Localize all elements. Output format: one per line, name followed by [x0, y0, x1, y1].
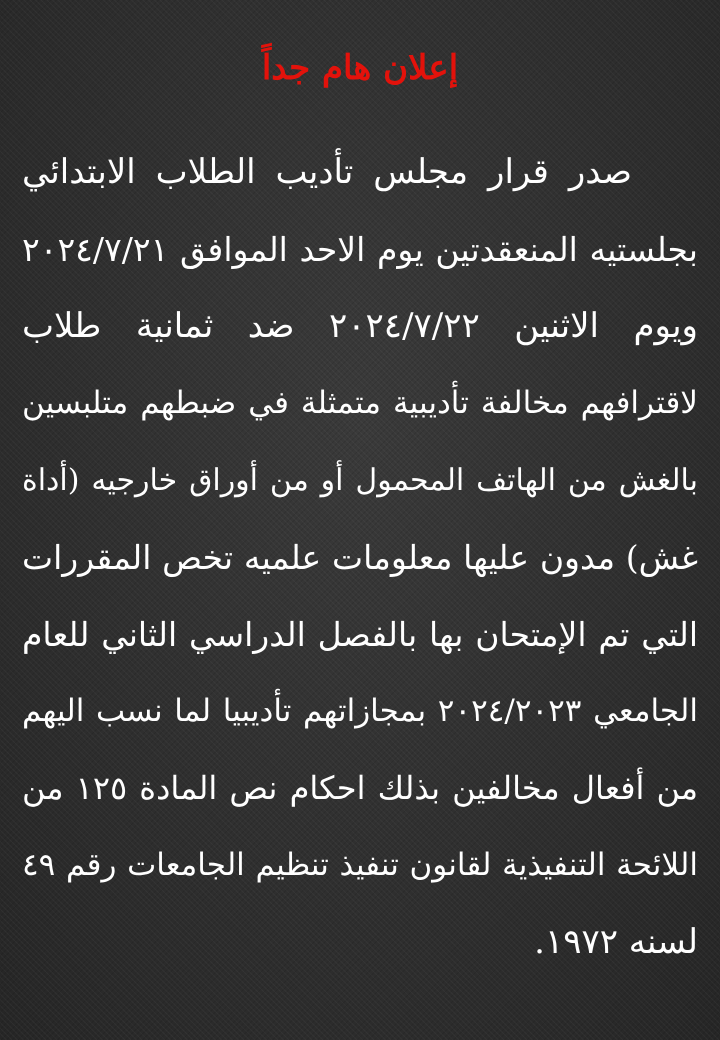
notice-body [22, 134, 698, 981]
notice-line: اللائحة التنفيذية لقانون تنفيذ تنظيم الجامعات رقم ٤٩ [22, 847, 698, 883]
notice-line: غش) مدون عليها معلومات علميه تخص المقررات [22, 538, 698, 577]
notice-line: لاقترافهم مخالفة تأديبية متمثلة في ضبطهم متلبسين [22, 385, 698, 421]
notice-line: لسنه ١٩٧٢. [534, 922, 698, 962]
notice-title: إعلان هام جداً [261, 48, 459, 88]
notice-line: بالغش من الهاتف المحمول أو من أوراق خارجيه (أداة [22, 463, 698, 498]
notice-line: صدر قرار مجلس تأديب الطلاب الابتدائي [22, 152, 632, 192]
notice-line: بجلستيه المنعقدتين يوم الاحد الموافق ٢٠٢٤/٧/٢١ [22, 230, 698, 269]
notice-line: ويوم الاثنين ٢٠٢٤/٧/٢٢ ضد ثمانية طلاب [22, 306, 698, 346]
notice-line: الجامعي ٢٠٢٤/٢٠٢٣ بمجازاتهم تأديبيا لما نسب اليهم [22, 693, 698, 729]
notice-line: من أفعال مخالفين بذلك احكام نص المادة ١٢٥ من [22, 769, 699, 807]
notice-line: التي تم الإمتحان بها بالفصل الدراسي الثاني للعام [22, 615, 698, 654]
